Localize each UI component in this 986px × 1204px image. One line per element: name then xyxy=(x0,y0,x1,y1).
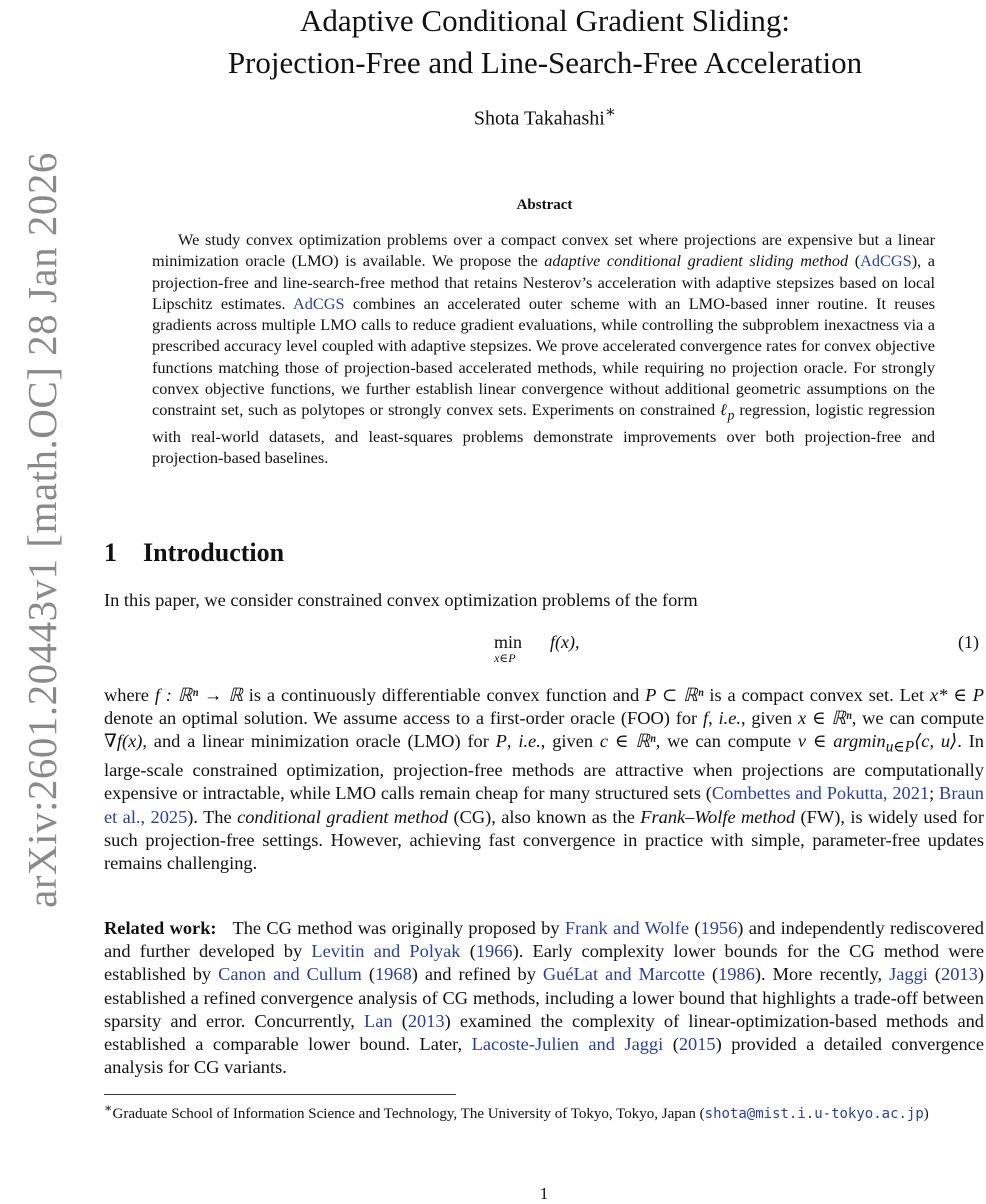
section-number: 1 xyxy=(104,538,117,567)
related-work-heading: Related work: xyxy=(104,918,217,938)
text-span: ) examined the complexity of linear-optimization-based methods and established a comparable lower bound. Later, xyxy=(104,1010,984,1055)
text-span: is a continuously differentiable convex function and xyxy=(242,685,646,705)
citation-year-link[interactable]: 1966 xyxy=(475,941,513,962)
abstract-emphasis: adaptive conditional gradient sliding method xyxy=(544,251,849,271)
equation-subscript: x∈P xyxy=(494,651,516,665)
emphasis-ie: i.e. xyxy=(518,731,541,752)
author-text: Shota Takahashi xyxy=(473,107,605,130)
text-span: . In large-scale constrained optimization, projection-free methods are attractive when projections are computationally expensive or intractable, while LMO calls remain cheap for many structured sets ( xyxy=(104,731,984,804)
text-span: ). Early complexity lower bounds for the CG method were established by xyxy=(104,941,985,985)
abstract-text xyxy=(152,229,935,469)
text-span: ). More recently, xyxy=(754,964,890,985)
text-span: denote an optimal solution. We assume access to a first-order oracle (FOO) for xyxy=(104,708,703,729)
text-span: (CG), also known as the xyxy=(448,806,641,827)
intro-paragraph-1: In this paper, we consider constrained convex optimization problems of the form xyxy=(104,590,698,610)
abstract-span: We study convex optimization problems over a compact convex set where projections are expensive but a linear minimization oracle (LMO) is available. We propose the xyxy=(152,230,935,271)
math-inline: f : ℝⁿ → ℝ xyxy=(154,685,243,705)
citation-year-link[interactable]: 1956 xyxy=(700,918,738,938)
text-span: ( xyxy=(460,941,476,962)
text-span: ) and refined by xyxy=(411,964,543,985)
equation-number: (1) xyxy=(958,632,979,652)
math-inline: x ∈ ℝⁿ xyxy=(798,708,852,729)
text-span: ) provided a detailed convergence analysis for CG variants. xyxy=(104,1034,984,1078)
text-span: ). The xyxy=(187,806,238,827)
text-span: , we can compute xyxy=(851,708,984,729)
citation-link[interactable]: Braun et al., 2025 xyxy=(104,783,984,827)
text-span: (FW), is widely used for such projection-free settings. However, achieving fast convergence in practice with simple, parameter-free updates remains challenging. xyxy=(104,806,984,874)
title-line-1: Adaptive Conditional Gradient Sliding: xyxy=(300,3,790,38)
abstract-span: combines an accelerated outer scheme with an LMO-based inner routine. It reuses gradients across multiple LMO calls to reduce gradient evaluations, while controlling the subproblem inexactness via a prescribed accuracy level coupled with adaptive stepsizes. We prove accelerated convergence rates for convex objective functions matching those of projection-based accelerated methods, while requiring no projection oracle. For strongly convex objective functions, we further establish linear convergence without additional geometric assumptions on the constraint set, such as polytopes or strongly convex sets. Experiments on constrained xyxy=(152,293,935,420)
citation-link[interactable]: Levitin and Polyak xyxy=(311,941,461,962)
adcgs-link[interactable]: AdCGS xyxy=(293,293,345,313)
footnote-mark: ∗ xyxy=(104,1101,113,1115)
author-affiliation-footnote xyxy=(104,1098,984,1124)
equation-body xyxy=(550,632,579,653)
title-line-2: Projection-Free and Line-Search-Free Acceleration xyxy=(227,45,863,80)
math-inline: v ∈ argmin xyxy=(797,731,886,752)
citation-link[interactable]: Lacoste-Julien and Jaggi xyxy=(471,1034,664,1055)
footnote-text: ) xyxy=(923,1106,929,1122)
abstract-span: ( xyxy=(848,251,861,271)
text-span: is a compact convex set. Let xyxy=(703,685,931,705)
adcgs-link[interactable]: AdCGS xyxy=(860,251,912,271)
author-email-link[interactable]: shota@mist.i.u-tokyo.ac.jp xyxy=(704,1106,924,1122)
section-title: Introduction xyxy=(143,538,285,567)
emphasis-text: Frank–Wolfe method xyxy=(640,806,796,827)
math-inline: ⟨c, u⟩ xyxy=(914,731,958,752)
math-inline: c ∈ ℝⁿ xyxy=(599,731,656,752)
abstract-heading: Abstract xyxy=(516,197,573,213)
text-span: ; xyxy=(929,783,940,804)
citation-year-link[interactable]: 2013 xyxy=(407,1010,445,1031)
arxiv-identifier-stamp: arXiv:2601.20443v1 [math.OC] 28 Jan 2026 xyxy=(19,152,65,908)
text-span: ( xyxy=(392,1010,408,1031)
text-span: ( xyxy=(689,918,701,938)
text-span: ( xyxy=(663,1034,679,1055)
citation-year-link[interactable]: 1986 xyxy=(718,964,755,985)
text-span: ) and independently rediscovered and further developed by xyxy=(104,918,984,962)
author-footnote-mark: ∗ xyxy=(604,102,617,121)
paper-title xyxy=(140,0,950,84)
citation-link[interactable]: Lan xyxy=(363,1010,393,1031)
author-name xyxy=(140,102,950,131)
math-inline: ∇f(x) xyxy=(104,731,143,752)
text-span: , xyxy=(506,731,519,752)
emphasis-text: conditional gradient method xyxy=(237,806,449,827)
citation-year-link[interactable]: 1968 xyxy=(374,964,412,985)
text-span: where xyxy=(104,685,155,705)
citation-year-link[interactable]: 2015 xyxy=(678,1034,716,1055)
text-span: , given xyxy=(740,708,798,729)
related-work-paragraph xyxy=(104,917,984,1079)
text-span: ( xyxy=(927,964,942,985)
text-span: , we can compute xyxy=(655,731,798,752)
text-span: ( xyxy=(361,964,375,985)
text-span: ) established a refined convergence analysis of CG methods, including a lower bound that highlights a trade-off between sparsity and error. Concurrently, xyxy=(104,964,984,1031)
math-inline: f xyxy=(702,708,709,729)
equation-min-operator: min xyxy=(494,632,523,652)
math-inline: x* ∈ P xyxy=(930,685,985,705)
citation-link[interactable]: Combettes and Pokutta, 2021 xyxy=(711,783,930,804)
text-span: ( xyxy=(704,964,719,985)
footnote-text: Graduate School of Information Science and Technology, The University of Tokyo, Tokyo, Japan ( xyxy=(112,1106,705,1122)
math-subscript: p xyxy=(727,407,735,423)
math-ell: ℓ xyxy=(720,400,728,420)
page-number: 1 xyxy=(539,1184,549,1203)
math-subscript: u∈P xyxy=(885,739,915,757)
math-inline: P ⊂ ℝⁿ xyxy=(645,685,704,705)
text-span: The CG method was originally proposed by xyxy=(232,918,565,938)
abstract-span: regression, logistic regression with real-world datasets, and least-squares problems demonstrate improvements over both projection-free and projection-based baselines. xyxy=(152,400,936,468)
emphasis-ie: i.e. xyxy=(718,708,741,729)
text-span: , given xyxy=(540,731,600,752)
footnote-divider xyxy=(104,1094,456,1095)
citation-year-link[interactable]: 2013 xyxy=(941,964,978,985)
text-span: , xyxy=(708,708,719,729)
citation-link[interactable]: Jaggi xyxy=(889,964,928,985)
citation-link[interactable]: Frank and Wolfe xyxy=(564,918,690,938)
abstract-span: ), a projection-free and line-search-free method that retains Nesterov’s acceleration with adaptive stepsizes based on local Lipschitz estimates. xyxy=(152,251,935,313)
text-span: , and a linear minimization oracle (LMO) for xyxy=(142,731,496,752)
citation-link[interactable]: Canon and Cullum xyxy=(218,964,362,985)
math-inline: P xyxy=(495,731,507,752)
citation-link[interactable]: GuéLat and Marcotte xyxy=(542,964,705,985)
section-heading-introduction xyxy=(104,538,284,568)
equation-expression: f(x), xyxy=(550,632,580,652)
intro-paragraph-2 xyxy=(104,684,984,875)
